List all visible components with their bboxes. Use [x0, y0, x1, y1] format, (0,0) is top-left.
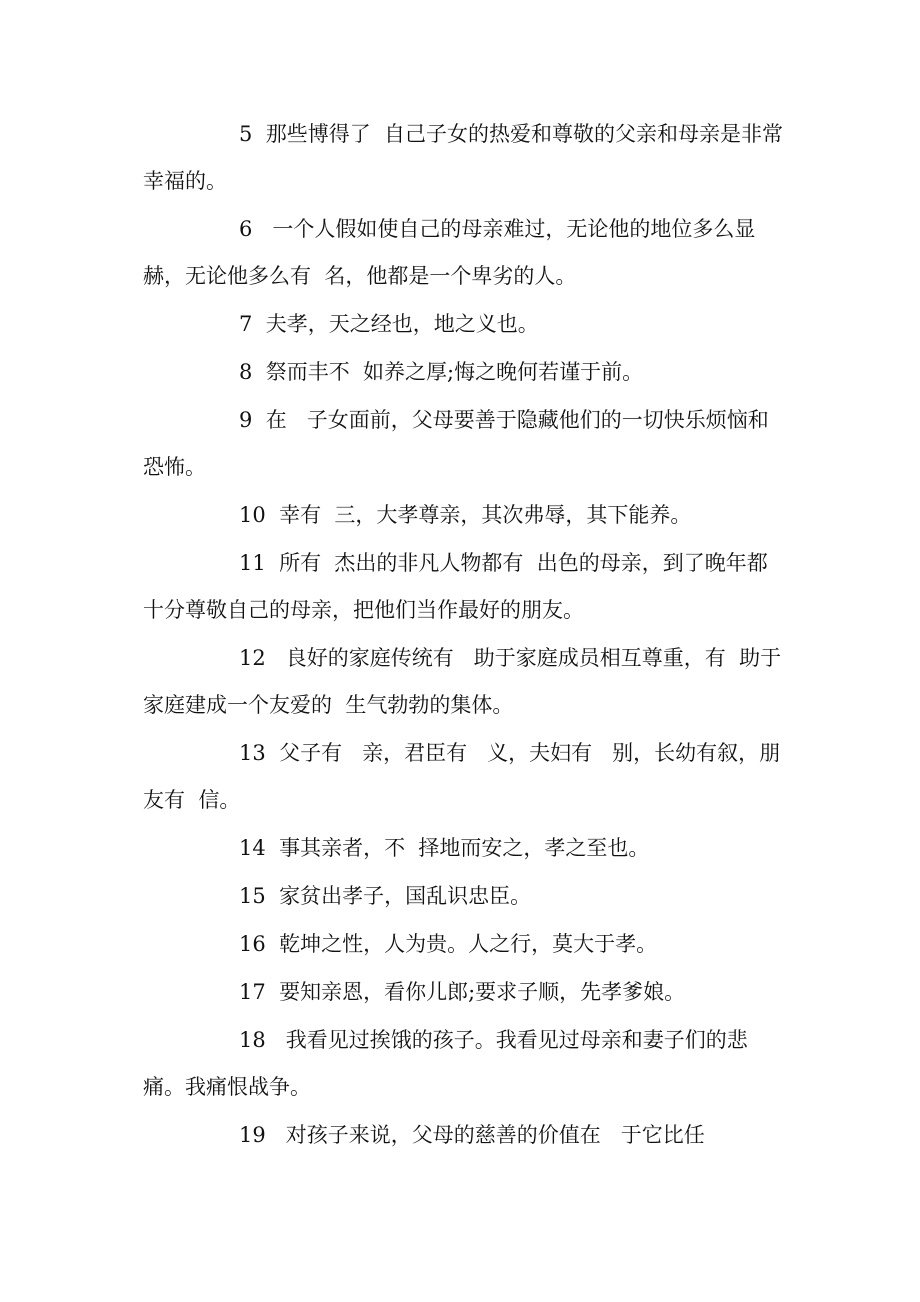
- paragraph-17: 17 要知亲恩，看你儿郎;要求子顺，先孝爹娘。: [239, 980, 686, 1004]
- paragraph-6: 6 一个人假如使自己的母亲难过，无论他的地位多么显赫，无论他多么有 名，他都是一个卑劣的人。: [143, 217, 756, 288]
- paragraph-18: 18 我看见过挨饿的孩子。我看见过母亲和妻子们的悲痛。我痛恨战争。: [143, 1028, 748, 1099]
- paragraph-5: 5 那些博得了 自己子女的热爱和尊敬的父亲和母亲是非常幸福的。: [143, 122, 784, 193]
- document-body: [143, 111, 785, 1160]
- paragraph-13: 13 父子有 亲，君臣有 义，夫妇有 别，长幼有叙，朋友有 信。: [143, 741, 781, 812]
- paragraph-7: 7 夫孝，天之经也，地之义也。: [239, 312, 539, 336]
- paragraph-19: 19 对孩子来说，父母的慈善的价值在 于它比任: [239, 1123, 705, 1147]
- paragraph-10: 10 幸有 三，大孝尊亲，其次弗辱，其下能养。: [239, 503, 692, 527]
- paragraph-8: 8 祭而丰不 如养之厚;悔之晚何若谨于前。: [239, 360, 644, 384]
- paragraph-9: 9 在 子女面前，父母要善于隐藏他们的一切快乐烦恼和恐怖。: [143, 408, 769, 479]
- paragraph-16: 16 乾坤之性，人为贵。人之行，莫大于孝。: [239, 932, 658, 956]
- paragraph-12: 12 良好的家庭传统有 助于家庭成员相互尊重，有 助于家庭建成一个友爱的 生气勃勃的集体。: [143, 646, 782, 717]
- paragraph-11: 11 所有 杰出的非凡人物都有 出色的母亲，到了晚年都十分尊敬自己的母亲，把他们当作最好的朋友。: [143, 551, 768, 622]
- paragraph-15: 15 家贫出孝子，国乱识忠臣。: [239, 884, 532, 908]
- paragraph-14: 14 事其亲者，不 择地而安之，孝之至也。: [239, 836, 650, 860]
